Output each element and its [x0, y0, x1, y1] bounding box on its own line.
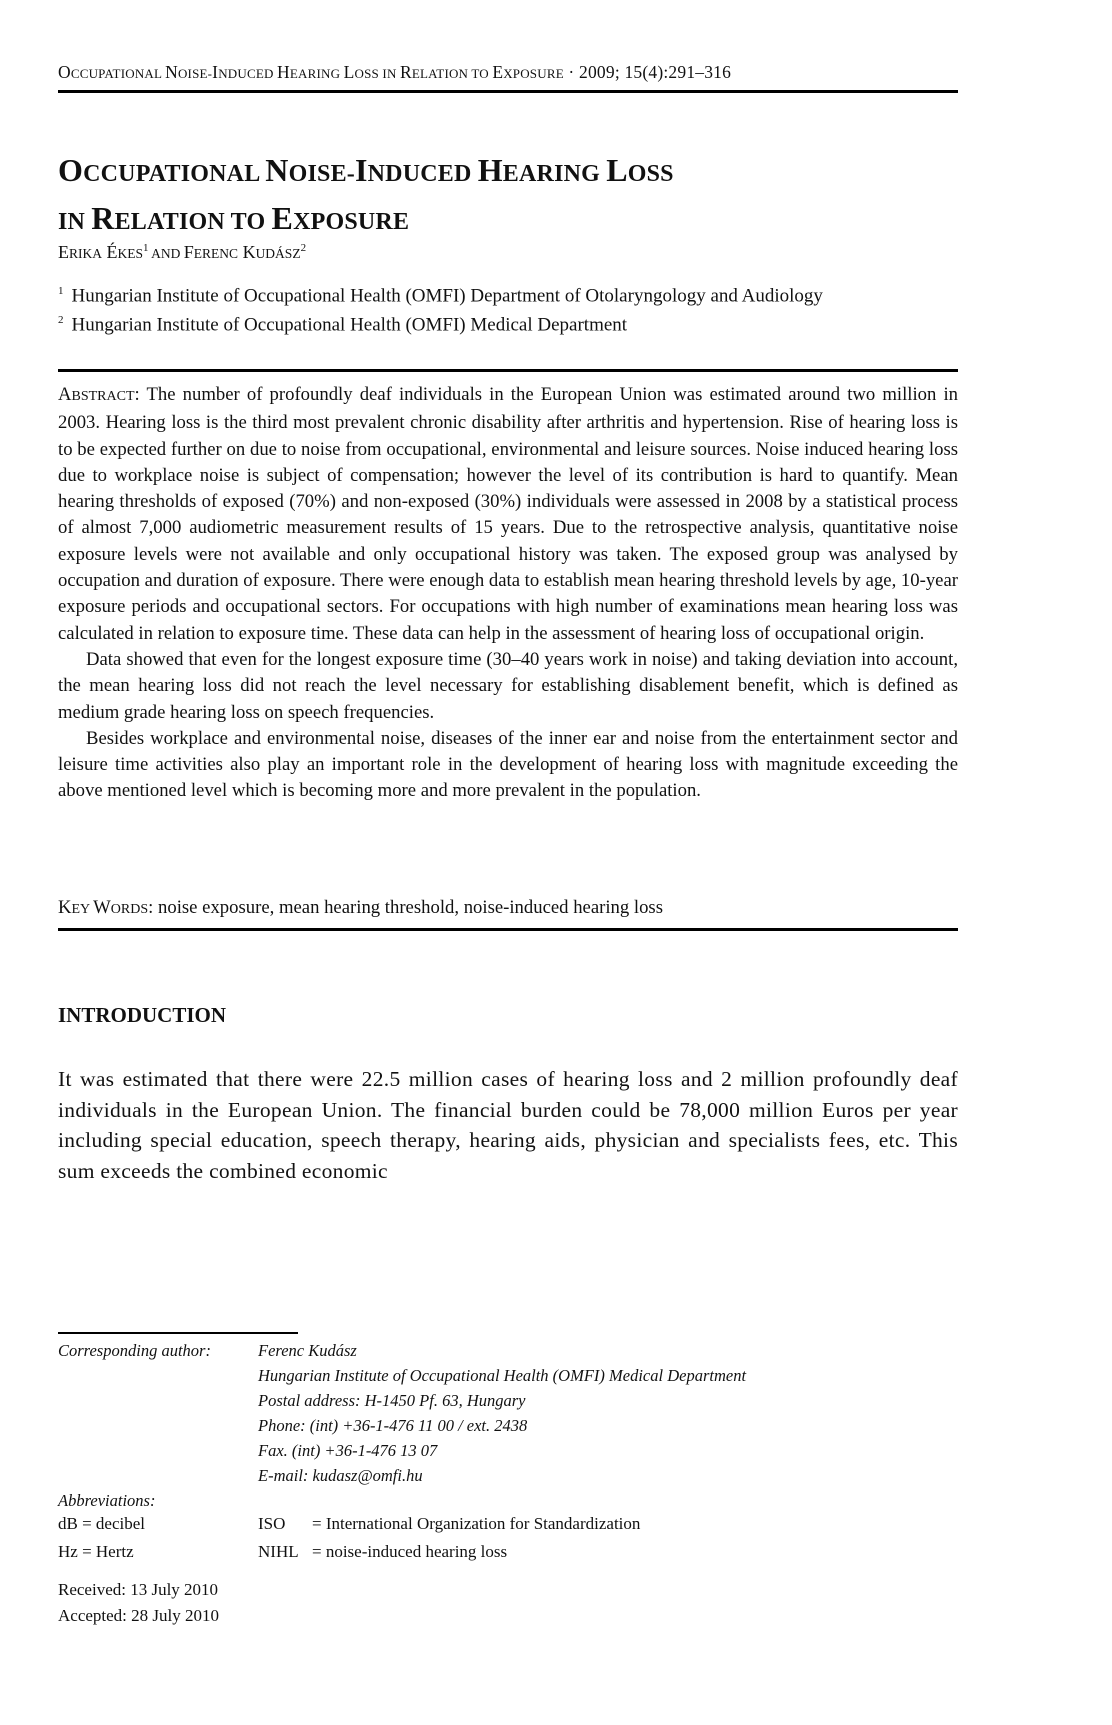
abstract-top-rule: [58, 369, 958, 372]
running-head-citation: · 2009; 15(4):291–316: [563, 62, 732, 82]
abstract-paragraph-1: ABSTRACT: The number of profoundly deaf individuals in the European Union was estimated around two million in 2003. Hearing loss is the third most prevalent chronic disability after arthritis and hypertension. Rise of hearing loss is to be expected further on due to noise from occupational, environmental and leisure sources. Noise induced hearing loss due to workplace noise is subject of compensation; however the level of its contribution is hard to quantify. Mean hearing thresholds of exposed (70%) and non-exposed (30%) individuals were assessed in 2008 by a statistical process of almost 7,000 audiometric measurement results of 15 years. Due to the retrospective analysis, quantitative noise exposure levels were not available and only occupational history was taken. The exposed group was analysed by occupation and duration of exposure. There were enough data to establish mean hearing threshold levels by age, 10-year exposure periods and occupational sectors. For occupations with high number of examinations mean hearing loss was calculated in relation to exposure time. These data can help in the assessment of hearing loss of occupational origin.: [58, 384, 958, 644]
author-institution: Hungarian Institute of Occupational Health (OMFI) Medical Department: [258, 1366, 747, 1385]
fax: Fax. (int) +36-1-476 13 07: [258, 1441, 438, 1460]
abstract: [58, 382, 958, 805]
email-link[interactable]: E-mail: kudasz@omfi.hu: [258, 1466, 423, 1485]
received-date: Received: 13 July 2010: [58, 1580, 219, 1599]
accepted-date: Accepted: 28 July 2010: [58, 1606, 219, 1625]
abbreviation-row: dB = decibel ISO = International Organization for Standardization: [58, 1514, 641, 1533]
abstract-paragraph-3: Besides workplace and environmental noise, diseases of the inner ear and noise from the entertainment sector and leisure time activities also play an important role in the development of hearing loss with magnitude exceeding the above mentioned level which is becoming more and more prevalent in the population.: [58, 727, 958, 802]
title-line-1: OCCUPATIONAL NOISE-INDUCED HEARING LOSS: [58, 152, 674, 188]
introduction-body: [58, 1064, 958, 1186]
running-head: [58, 62, 731, 83]
author-joiner: AND: [148, 246, 184, 261]
abstract-bottom-rule: [58, 928, 958, 931]
author-2: FERENC KUDÁSZ$^2$: [183, 242, 307, 262]
abstract-paragraph-2: Data showed that even for the longest exposure time (30–40 years work in noise) and taking deviation into account, the mean hearing loss did not reach the level necessary for establishing disablement benefit, which is defined as medium grade hearing loss on speech frequencies.: [58, 648, 958, 723]
author-name: Ferenc Kudász: [258, 1341, 357, 1360]
author-1: ERIKA ÉKES$^1$: [58, 242, 149, 262]
postal-address: Postal address: H-1450 Pf. 63, Hungary: [258, 1391, 526, 1410]
header-rule: [58, 90, 958, 93]
phone: Phone: (int) +36-1-476 11 00 / ext. 2438: [258, 1416, 528, 1435]
abstract-label: ABSTRACT:: [58, 384, 147, 405]
paper-title: [58, 148, 674, 244]
authors: [58, 242, 306, 263]
affiliation-1: $^1$ Hungarian Institute of Occupational Health (OMFI) Department of Otolaryngology and Audiology: [58, 285, 823, 307]
running-head-title: OCCUPATIONAL NOISE-INDUCED HEARING LOSS IN RELATION TO EXPOSURE: [58, 62, 564, 82]
keywords: [58, 897, 663, 919]
section-heading-introduction: INTRODUCTION: [58, 1003, 227, 1027]
keywords-text: noise exposure, mean hearing threshold, noise-induced hearing loss: [158, 897, 663, 918]
corresponding-author-label: Corresponding author:: [58, 1341, 211, 1360]
title-line-2: IN RELATION TO EXPOSURE: [58, 200, 410, 236]
abbreviation-row: Hz = Hertz NIHL = noise-induced hearing loss: [58, 1542, 508, 1561]
footnote-rule: [58, 1332, 298, 1334]
keywords-label: KEY WORDS:: [58, 897, 159, 918]
article-dates: [58, 1577, 219, 1629]
corresponding-author-footnote: [58, 1338, 958, 1498]
corresponding-author-details: [258, 1338, 746, 1488]
introduction-paragraph: It was estimated that there were 22.5 million cases of hearing loss and 2 million profoundly deaf individuals in the European Union. The financial burden could be 78,000 million Euros per year including special education, speech therapy, hearing aids, physician and specialists fees, etc. This sum exceeds the combined economic: [58, 1067, 958, 1183]
affiliation-2: $^2$ Hungarian Institute of Occupational Health (OMFI) Medical Department: [58, 314, 628, 336]
abbreviations-label: Abbreviations:: [58, 1491, 156, 1510]
